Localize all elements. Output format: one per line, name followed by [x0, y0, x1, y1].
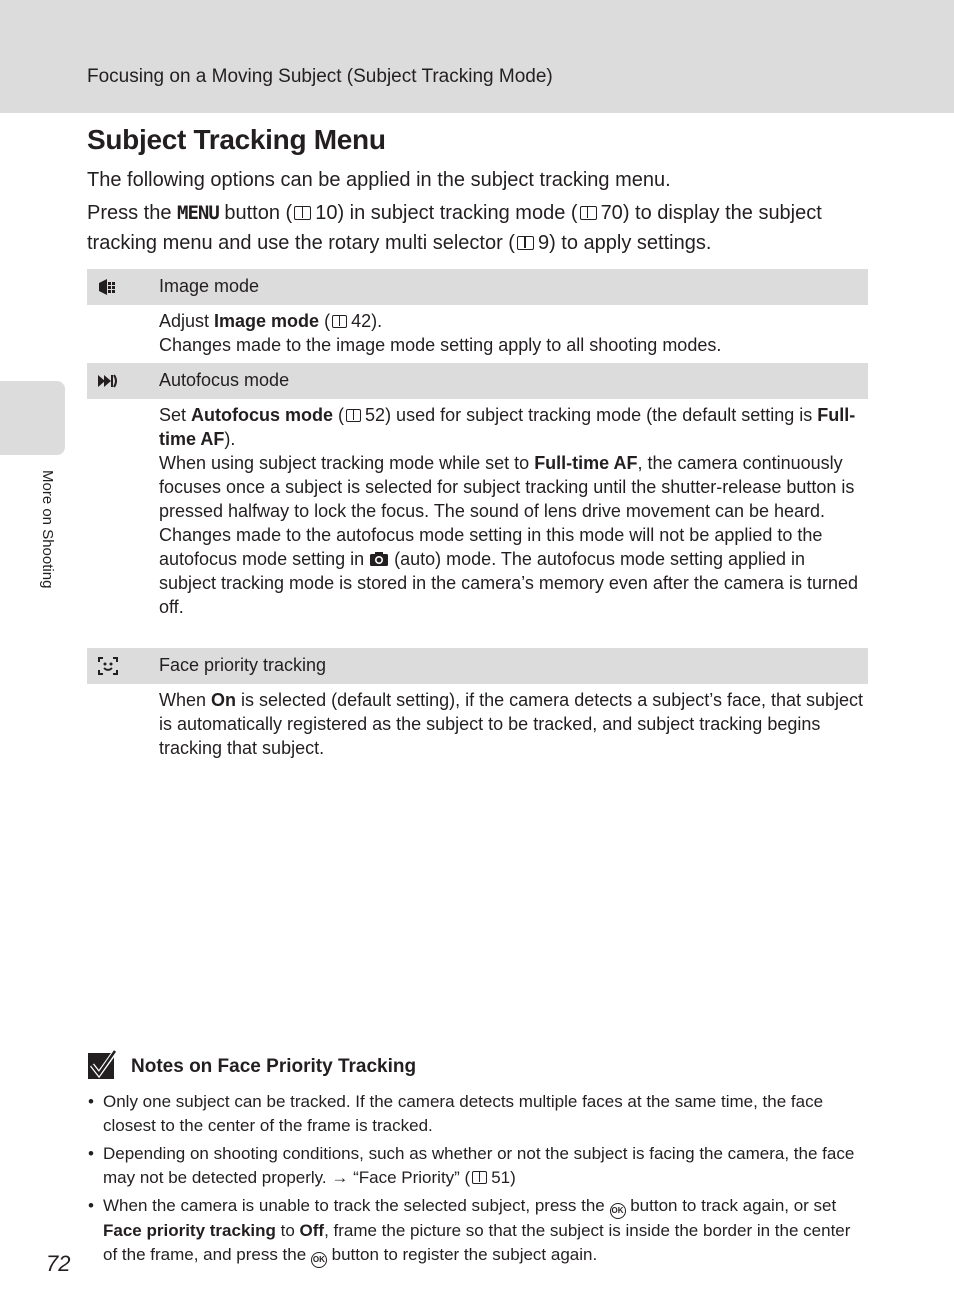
bold-term: Off — [299, 1221, 325, 1240]
page-ref: 51 — [491, 1168, 511, 1187]
image-mode-description — [159, 309, 865, 357]
face-priority-description — [159, 688, 865, 760]
ok-button-glyph: OK — [311, 1252, 327, 1268]
desc-paragraph — [159, 523, 865, 619]
check-note-icon — [87, 1050, 117, 1080]
header-band — [0, 0, 954, 113]
desc-paragraph — [159, 688, 865, 760]
text: , frame the picture so that the subject is inside the border in the center of the frame, and press the — [103, 1221, 851, 1264]
page-ref: 9 — [537, 232, 550, 254]
book-ref-icon — [517, 236, 534, 250]
book-ref-icon — [332, 315, 347, 328]
page-title: Subject Tracking Menu — [87, 124, 386, 155]
bold-term: Full-time AF — [159, 405, 856, 449]
list-item — [87, 1142, 868, 1190]
book-ref-icon — [346, 409, 361, 422]
menu-row-label: Image mode — [159, 276, 260, 296]
bold-term: Face priority tracking — [103, 1221, 276, 1240]
notes-title: Notes on Face Priority Tracking — [131, 1056, 417, 1077]
page-ref: 52 — [365, 405, 386, 425]
bold-term: Full-time AF — [534, 453, 638, 473]
text: button to register the subject again. — [326, 1245, 598, 1264]
breadcrumb: Focusing on a Moving Subject (Subject Tracking Mode) — [87, 66, 553, 87]
page-ref: 70 — [600, 202, 623, 224]
list-item — [87, 1194, 868, 1268]
desc-paragraph — [159, 451, 865, 523]
bold-term: Image mode — [214, 311, 320, 331]
text: ). — [371, 311, 383, 331]
text: ) — [510, 1168, 516, 1187]
intro-paragraph — [87, 198, 877, 258]
text: ). — [224, 429, 236, 449]
book-ref-icon — [580, 206, 597, 220]
text: Changes made to the autofocus mode setting in this mode will not be applied to the autofocus mode setting in — [159, 525, 823, 569]
intro-text: Press the — [87, 202, 178, 224]
text: (auto) mode. The autofocus mode setting applied in subject tracking mode is stored in the camera’s memory even after the camera is turned off. — [159, 549, 858, 617]
side-tab-label-wrap — [38, 470, 58, 620]
text: Set — [159, 405, 192, 425]
text: , the camera continuously focuses once a subject is selected for subject tracking until the shutter-release button is pressed halfway to lock the focus. The sound of lens drive movement can be heard. — [159, 453, 855, 521]
notes-list — [87, 1090, 868, 1272]
intro-line-1: The following options can be applied in the subject tracking menu. — [87, 169, 671, 191]
text: Adjust — [159, 311, 215, 331]
text: is selected (default setting), if the camera detects a subject’s face, that subject is automatically registered as the subject to be tracked, and subject tracking begins tracking that subject. — [159, 690, 864, 758]
intro-text: ) to display the subject tracking menu and use the rotary multi selector ( — [87, 202, 822, 254]
intro-text: ) to apply settings. — [549, 232, 712, 254]
text: When the camera is unable to track the selected subject, press the — [103, 1196, 610, 1215]
ok-button-glyph: OK — [610, 1203, 626, 1219]
book-ref-icon — [472, 1171, 487, 1184]
menu-row-label: Autofocus mode — [159, 370, 290, 390]
page-number: 72 — [46, 1251, 71, 1276]
bold-term: On — [211, 690, 237, 710]
page-ref: 10 — [315, 202, 338, 224]
desc-line — [159, 309, 865, 333]
intro-text: ) in subject tracking mode ( — [337, 202, 578, 224]
side-tab — [0, 381, 65, 455]
notes-heading — [87, 1048, 587, 1082]
desc-line: Changes made to the image mode setting apply to all shooting modes. — [159, 335, 722, 355]
menu-row-label: Face priority tracking — [159, 655, 327, 675]
text: to — [275, 1221, 300, 1240]
text: button to track again, or set — [625, 1196, 837, 1215]
menu-row-face-priority — [87, 648, 868, 684]
text: ) used for subject tracking mode (the default setting is — [385, 405, 818, 425]
menu-button-glyph: MENU — [177, 202, 219, 224]
auto-camera-icon — [369, 551, 389, 567]
page-ref: 42 — [351, 311, 372, 331]
menu-row-image-mode — [87, 269, 868, 305]
text: When — [159, 690, 212, 710]
image-mode-icon — [97, 277, 119, 297]
bold-term: Autofocus mode — [191, 405, 334, 425]
text: ( — [319, 311, 331, 331]
text: Depending on shooting conditions, such as whether or not the subject is facing the camera, the face may not be detected properly. → “Face Priority” ( — [103, 1144, 855, 1187]
side-tab-label: More on Shooting — [39, 470, 56, 589]
autofocus-mode-description — [159, 403, 865, 619]
list-item: • Only one subject can be tracked. If the camera detects multiple faces at the same time, the face closest to the center of the frame is tracked. — [87, 1090, 868, 1138]
intro-text: button ( — [218, 202, 293, 224]
text: ( — [333, 405, 345, 425]
book-ref-icon — [294, 206, 311, 220]
autofocus-mode-icon — [97, 371, 119, 391]
menu-row-autofocus-mode — [87, 363, 868, 399]
text: When using subject tracking mode while set to — [159, 453, 535, 473]
face-priority-icon — [97, 656, 119, 676]
desc-paragraph — [159, 403, 865, 451]
